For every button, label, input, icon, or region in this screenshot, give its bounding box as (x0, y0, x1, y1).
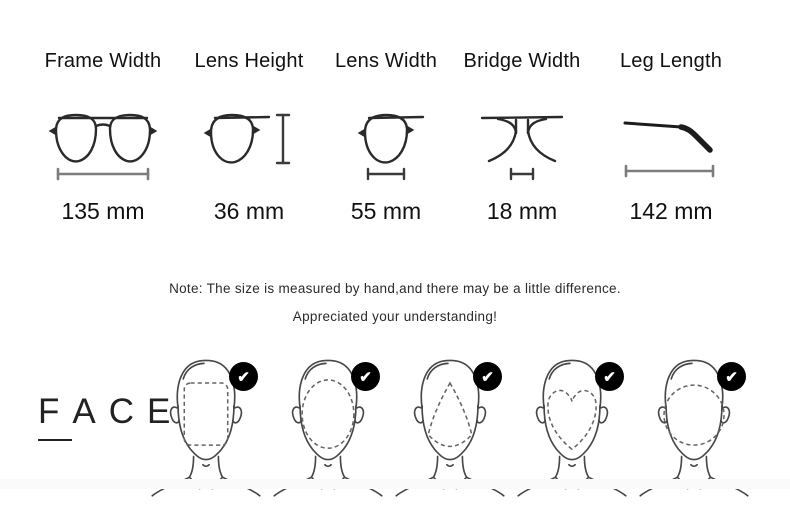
spec-col-leg-length (593, 50, 749, 225)
frame-width-value: 135 mm (61, 198, 145, 224)
lens-width-icon (308, 100, 464, 184)
note-line-2: Appreciated your understanding! (292, 309, 498, 324)
bridge-width-label: Bridge Width (463, 50, 581, 72)
note-line-1: Note: The size is measured by hand,and there may be a little difference. (169, 281, 621, 296)
frame-width-icon (25, 100, 181, 184)
face-title-rest: ACE (72, 392, 184, 431)
bridge-width-icon (444, 100, 600, 184)
lens-height-value: 36 mm (213, 198, 285, 224)
frame-width-label: Frame Width (44, 50, 162, 72)
checkmark-icon: ✔ (717, 362, 746, 391)
spec-col-lens-height (171, 50, 327, 225)
lens-height-icon (171, 100, 327, 184)
spec-col-lens-width (308, 50, 464, 225)
checkmark-icon: ✔ (351, 362, 380, 391)
checkmark-icon: ✔ (473, 362, 502, 391)
bridge-width-value: 18 mm (486, 198, 558, 224)
size-note (0, 281, 790, 337)
checkmark-icon: ✔ (595, 362, 624, 391)
lens-width-value: 55 mm (350, 198, 422, 224)
leg-length-value: 142 mm (629, 198, 713, 224)
face-section-title (0, 392, 184, 441)
face-title-first-letter: F (38, 392, 72, 441)
image-bottom-edge (0, 479, 790, 489)
leg-length-label: Leg Length (619, 50, 723, 72)
leg-length-icon (593, 100, 749, 184)
lens-height-label: Lens Height (194, 50, 304, 72)
spec-col-bridge-width (444, 50, 600, 225)
lens-width-label: Lens Width (334, 50, 438, 72)
checkmark-icon: ✔ (229, 362, 258, 391)
spec-col-frame-width (25, 50, 181, 225)
